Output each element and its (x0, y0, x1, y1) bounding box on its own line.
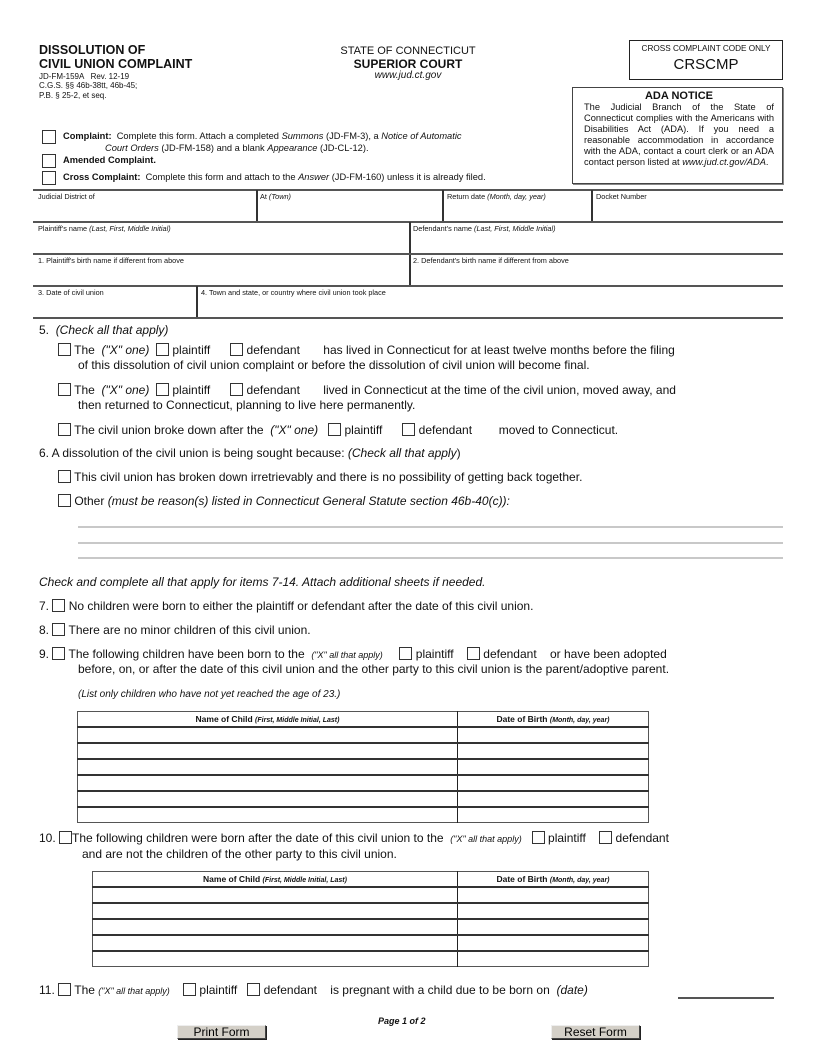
complaint-text: Complete this form. Attach a completed (111, 131, 282, 141)
town-label-hint: (Town) (268, 192, 291, 201)
item-5-opt1-line2: of this dissolution of civil union complaint or before the dissolution of civil union will become final. (78, 358, 590, 372)
ada-body: The Judicial Branch of the State of Connecticut complies with the Americans with Disabilities Act (ADA). If you need a reasonable accommodation in accordance with the ADA, contact a court clerk or an ADA contact person listed at (584, 102, 774, 168)
child-name-cell[interactable] (78, 807, 458, 823)
x-all-hint: ("X" all that apply) (98, 986, 170, 996)
child-name-cell[interactable] (93, 903, 458, 919)
item-9-note: (List only children who have not yet reached the age of 23.) (78, 689, 341, 700)
col-label: Name of Child (203, 873, 263, 884)
defendant-birth-name-field[interactable] (413, 256, 569, 265)
practice-book-reference: P.B. § 25-2, et seq. (39, 90, 107, 100)
item-9-checkbox[interactable] (52, 647, 65, 660)
x-all-hint: ("X" all that apply) (311, 650, 383, 660)
plaintiff-birth-name-field[interactable] (38, 256, 184, 265)
item-5-opt2-text: lived in Connecticut at the time of the civil union, moved away, and (323, 383, 676, 397)
item-5-option-1 (58, 343, 675, 358)
divider (33, 317, 783, 319)
item-9-number: 9. (39, 647, 50, 661)
item-5-instruction: (Check all that apply) (55, 323, 169, 337)
date-of-birth-header (458, 712, 649, 727)
complaint-text-3: (JD-FM-158) and a blank (158, 143, 268, 153)
appearance-ref: Appearance (267, 143, 318, 153)
col-hint: (First, Middle Initial, Last) (255, 716, 340, 724)
item-11-text: is pregnant with a child due to be born on (330, 983, 554, 997)
amended-complaint-option (42, 154, 342, 168)
town-label: At (260, 192, 269, 201)
complaint-text-4: (JD-CL-12). (317, 143, 369, 153)
col-hint: (Month, day, year) (549, 876, 610, 884)
col-label: Date of Birth (496, 713, 550, 724)
cross-complaint-checkbox[interactable] (42, 171, 56, 185)
plaintiff-name-label: Plaintiff's name (38, 224, 90, 233)
table-row (78, 743, 649, 759)
table-header (93, 872, 649, 887)
item-10-defendant-checkbox[interactable] (599, 831, 612, 844)
item-6-other-hint: (must be reason(s) listed in Connecticut General Statute section 46b-40(c)): (107, 494, 510, 508)
item-5-opt2-checkbox[interactable] (58, 383, 71, 396)
table-row (78, 727, 649, 743)
cross-complaint-label: CROSS COMPLAINT CODE ONLY (641, 44, 771, 53)
table-row (78, 791, 649, 807)
summons-ref: Summons (281, 131, 324, 141)
item-6-option-2 (58, 494, 510, 509)
defendant-birth-name-label: 2. Defendant's birth name if different from above (413, 256, 569, 265)
title-line-2: CIVIL UNION COMPLAINT (39, 56, 193, 71)
items-7-14-instructions: Check and complete all that apply for items 7-14. Attach additional sheets if needed. (39, 575, 486, 589)
the-label: The (74, 343, 95, 357)
x-one-hint: ("X" one) (270, 423, 319, 437)
cross-complaint-code-box (629, 40, 783, 80)
union-date-field[interactable] (38, 288, 104, 297)
item-7-number: 7. (39, 599, 50, 613)
defendant-name-hint: (Last, First, Middle Initial) (474, 224, 556, 233)
col-label: Date of Birth (496, 873, 550, 884)
plaintiff-label: plaintiff (415, 647, 454, 661)
name-of-child-header (93, 872, 458, 887)
plaintiff-label: plaintiff (172, 343, 211, 357)
item-10-number: 10. (39, 831, 56, 845)
item-5-opt2-line2: then returned to Connecticut, planning to live here permanently. (78, 398, 416, 412)
table-row (78, 775, 649, 791)
answer-ref: Answer (298, 172, 330, 182)
divider (442, 190, 444, 222)
divider (256, 190, 258, 222)
court-website: www.jud.ct.gov (374, 70, 442, 81)
item-6-instruction: (Check all that apply (347, 446, 457, 460)
cross-complaint-text: Complete this form and attach to the (140, 172, 299, 182)
item-10-plaintiff-checkbox[interactable] (532, 831, 545, 844)
state-name: STATE OF CONNECTICUT (340, 45, 476, 57)
defendant-label: defendant (246, 343, 300, 357)
child-name-cell[interactable] (78, 775, 458, 791)
table-row (78, 807, 649, 823)
child-name-cell[interactable] (78, 727, 458, 743)
plaintiff-label: plaintiff (548, 831, 586, 845)
item-9-defendant-checkbox[interactable] (467, 647, 480, 660)
plaintiff-label: plaintiff (199, 983, 238, 997)
date-of-birth-header (458, 872, 649, 887)
child-dob-cell[interactable] (458, 935, 649, 951)
item-8-number: 8. (39, 623, 50, 637)
judicial-district-label: Judicial District of (38, 192, 95, 201)
child-name-cell[interactable] (93, 951, 458, 967)
divider (33, 285, 783, 287)
reset-form-button[interactable]: Reset Form (551, 1025, 640, 1039)
item-10-line2: and are not the children of the other party to this civil union. (82, 847, 397, 861)
item-6-option-1 (58, 470, 582, 485)
item-8-checkbox[interactable] (52, 623, 65, 636)
table-row (93, 951, 649, 967)
x-all-hint: ("X" all that apply) (450, 834, 522, 844)
divider (33, 253, 783, 255)
item-6-opt1-checkbox[interactable] (58, 470, 71, 483)
child-dob-cell[interactable] (458, 919, 649, 935)
ada-notice (572, 87, 783, 184)
court-header (300, 45, 516, 83)
col-hint: (First, Middle Initial, Last) (262, 876, 347, 884)
item-11-defendant-checkbox[interactable] (247, 983, 260, 996)
plaintiff-name-hint: (Last, First, Middle Initial) (89, 224, 171, 233)
x-one-hint: ("X" one) (101, 343, 150, 357)
plaintiff-label: plaintiff (172, 383, 211, 397)
ada-link[interactable]: www.jud.ct.gov/ADA (682, 157, 766, 168)
title-line-1: DISSOLUTION OF (39, 43, 146, 57)
other-reason-line-2[interactable] (78, 542, 783, 544)
cross-complaint-option (42, 171, 562, 185)
child-dob-cell[interactable] (458, 903, 649, 919)
print-form-button[interactable]: Print Form (177, 1025, 266, 1039)
union-place-field[interactable] (201, 288, 386, 297)
item-5-opt1-plaintiff-checkbox[interactable] (156, 343, 169, 356)
table-row (93, 935, 649, 951)
item-5-opt3-defendant-checkbox[interactable] (402, 423, 415, 436)
court-orders-ref: Court Orders (105, 143, 159, 153)
col-hint: (Month, day, year) (549, 716, 610, 724)
union-date-label: 3. Date of civil union (38, 288, 104, 297)
item-6-heading (39, 446, 461, 461)
complaint-option (42, 130, 542, 156)
child-dob-cell[interactable] (458, 807, 649, 823)
item-7 (39, 599, 533, 614)
child-name-cell[interactable] (93, 887, 458, 903)
judicial-district-field[interactable] (38, 192, 95, 201)
plaintiff-birth-name-label: 1. Plaintiff's birth name if different from above (38, 256, 184, 265)
item-8 (39, 623, 311, 638)
defendant-name-label: Defendant's name (413, 224, 475, 233)
defendant-label: defendant (246, 383, 300, 397)
item-7-text: No children were born to either the plaintiff or defendant after the date of this civil union. (68, 599, 534, 613)
other-reason-line-1[interactable] (78, 526, 783, 528)
divider (33, 189, 783, 191)
child-dob-cell[interactable] (458, 791, 649, 807)
page-number: Page 1 of 2 (378, 1016, 426, 1026)
item-6-paren: ) (456, 446, 461, 460)
complaint-label: Complaint: (63, 131, 112, 141)
item-10-checkbox[interactable] (59, 831, 72, 844)
child-dob-cell[interactable] (458, 727, 649, 743)
name-of-child-header (78, 712, 458, 727)
item-5-number: 5. (39, 323, 50, 337)
table-row (93, 919, 649, 935)
child-dob-cell[interactable] (458, 951, 649, 967)
item-6-opt2-checkbox[interactable] (58, 494, 71, 507)
return-date-hint: (Month, day, year) (487, 192, 546, 201)
statute-reference: C.G.S. §§ 46b-38tt, 46b-45; (39, 81, 138, 91)
table-header (78, 712, 649, 727)
defendant-label: defendant (263, 983, 317, 997)
child-name-cell[interactable] (78, 759, 458, 775)
form-title (39, 44, 192, 71)
item-5-opt1-defendant-checkbox[interactable] (230, 343, 243, 356)
item-5-heading (39, 323, 168, 338)
defendant-label: defendant (615, 831, 669, 845)
child-dob-cell[interactable] (458, 743, 649, 759)
the-label: The (74, 383, 95, 397)
amended-complaint-checkbox[interactable] (42, 154, 56, 168)
table-row (93, 903, 649, 919)
cross-complaint-type-label: Cross Complaint: (63, 172, 141, 182)
cross-complaint-text-2: (JD-FM-160) unless it is already filed. (329, 172, 486, 182)
item-9-text-end: or have been adopted (550, 647, 667, 661)
due-date-field[interactable] (678, 997, 774, 999)
item-6-other-label: Other (74, 494, 108, 508)
col-label: Name of Child (195, 713, 256, 724)
item-9-text: The following children have been born to the (68, 647, 308, 661)
the-label: The (74, 983, 99, 997)
item-10-children-table (92, 871, 649, 967)
child-dob-cell[interactable] (458, 759, 649, 775)
defendant-label: defendant (418, 423, 473, 437)
divider (591, 190, 593, 222)
docket-number-field[interactable] (596, 192, 647, 201)
item-5-option-3 (58, 423, 618, 438)
item-5-opt2-plaintiff-checkbox[interactable] (156, 383, 169, 396)
item-5-opt3-text: The civil union broke down after the (74, 423, 264, 437)
child-name-cell[interactable] (78, 743, 458, 759)
item-5-opt1-checkbox[interactable] (58, 343, 71, 356)
return-date-label: Return date (447, 192, 488, 201)
amended-complaint-label: Amended Complaint. (63, 155, 156, 165)
docket-number-label: Docket Number (596, 192, 647, 201)
child-name-cell[interactable] (93, 919, 458, 935)
form-number: JD-FM-159A Rev. 12-19 (39, 72, 130, 81)
item-8-text: There are no minor children of this civil union. (68, 623, 311, 637)
item-10 (39, 831, 669, 847)
child-dob-cell[interactable] (458, 775, 649, 791)
item-9-children-table (77, 711, 649, 823)
item-9-line2: before, on, or after the date of this civil union and the other party to this civil union is the parent/adoptive parent. (78, 662, 670, 676)
child-name-cell[interactable] (78, 791, 458, 807)
x-one-hint: ("X" one) (101, 383, 150, 397)
date-hint: (date) (556, 983, 588, 997)
table-row (78, 759, 649, 775)
child-name-cell[interactable] (93, 935, 458, 951)
item-11 (39, 983, 588, 999)
item-6-text: 6. A dissolution of the civil union is being sought because: (39, 446, 348, 460)
court-name: SUPERIOR COURT (353, 56, 463, 71)
notice-ref: Notice of Automatic (381, 131, 462, 141)
defendant-label: defendant (483, 647, 537, 661)
ada-heading: ADA NOTICE (644, 90, 714, 102)
defendant-name-field[interactable] (413, 224, 556, 233)
item-5-opt2-defendant-checkbox[interactable] (230, 383, 243, 396)
item-11-plaintiff-checkbox[interactable] (183, 983, 196, 996)
form-meta (39, 72, 137, 100)
item-11-checkbox[interactable] (58, 983, 71, 996)
divider (33, 221, 783, 223)
return-date-field[interactable] (447, 192, 546, 201)
town-field[interactable] (260, 192, 291, 201)
item-6-opt1-text: This civil union has broken down irretrievably and there is no possibility of getting back together. (74, 470, 583, 484)
cross-complaint-code: CRSCMP (673, 56, 739, 73)
plaintiff-name-field[interactable] (38, 224, 171, 233)
item-7-checkbox[interactable] (52, 599, 65, 612)
item-5-opt3-plaintiff-checkbox[interactable] (328, 423, 341, 436)
item-9-plaintiff-checkbox[interactable] (399, 647, 412, 660)
child-dob-cell[interactable] (458, 887, 649, 903)
item-5-option-2 (58, 383, 676, 398)
item-9 (39, 647, 667, 663)
item-10-text: The following children were born after the date of this civil union to the (72, 831, 447, 845)
item-5-opt1-text: has lived in Connecticut for at least twelve months before the filing (323, 343, 675, 357)
item-5-opt3-checkbox[interactable] (58, 423, 71, 436)
divider (196, 286, 198, 318)
item-5-opt3-end: moved to Connecticut. (498, 423, 619, 437)
union-place-label: 4. Town and state, or country where civil union took place (201, 288, 386, 297)
item-11-number: 11. (39, 983, 55, 997)
complaint-text-2: (JD-FM-3), a (323, 131, 382, 141)
ada-period: . (765, 157, 769, 168)
plaintiff-label: plaintiff (344, 423, 383, 437)
table-row (93, 887, 649, 903)
other-reason-line-3[interactable] (78, 557, 783, 559)
complaint-checkbox[interactable] (42, 130, 56, 144)
